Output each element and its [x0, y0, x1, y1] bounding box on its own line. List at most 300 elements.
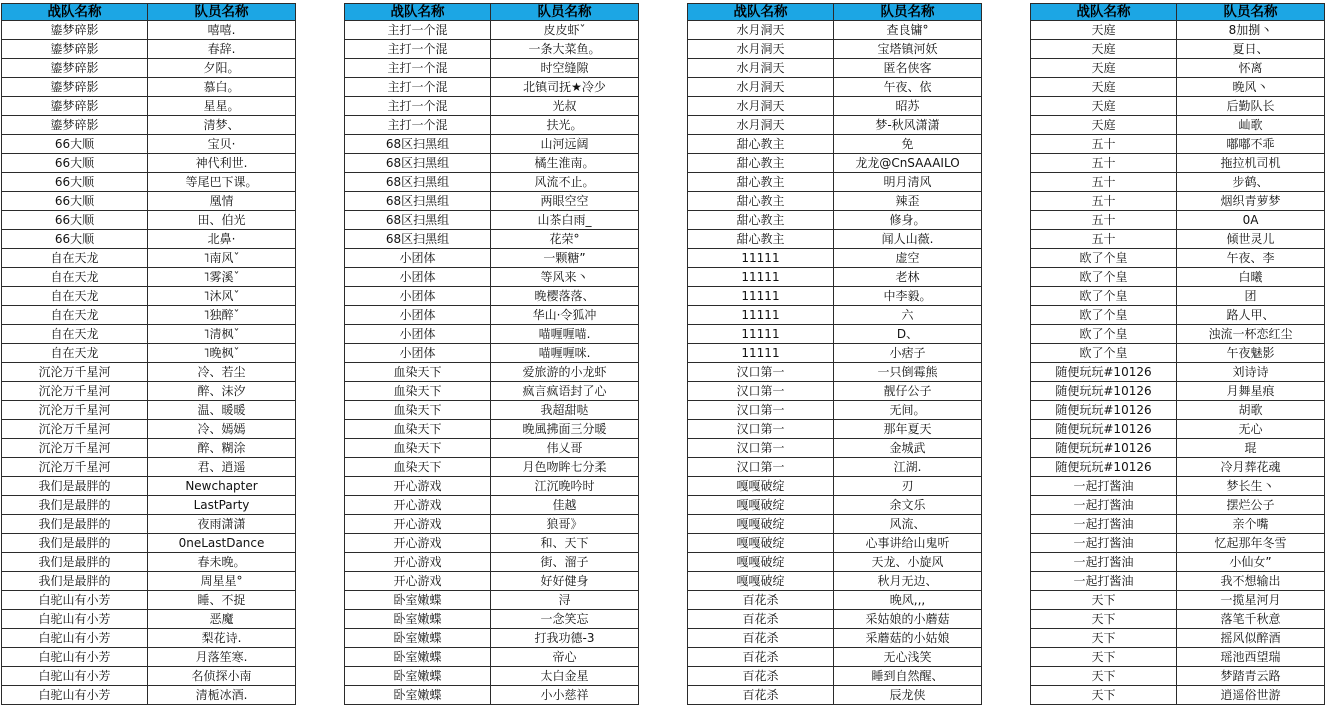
team-name-cell[interactable]: 鎏梦碎影: [2, 59, 148, 78]
team-name-cell[interactable]: 小团体: [345, 268, 491, 287]
team-name-cell[interactable]: 嘎嘎破绽: [688, 534, 834, 553]
member-name-cell[interactable]: 采蘑菇的小姑娘: [834, 629, 982, 648]
member-name-cell[interactable]: 神代利世.: [148, 154, 296, 173]
team-name-cell[interactable]: 鎏梦碎影: [2, 116, 148, 135]
team-name-cell[interactable]: 11111: [688, 325, 834, 344]
member-name-cell[interactable]: 风流、: [834, 515, 982, 534]
team-name-cell[interactable]: 11111: [688, 268, 834, 287]
member-name-cell[interactable]: 刘诗诗: [1177, 363, 1325, 382]
member-name-cell[interactable]: Newchapter: [148, 477, 296, 496]
member-name-cell[interactable]: 山茶白雨_: [491, 211, 639, 230]
team-name-cell[interactable]: 血染天下: [345, 420, 491, 439]
member-name-cell[interactable]: 时空缝隙: [491, 59, 639, 78]
member-name-cell[interactable]: 月舞星痕: [1177, 382, 1325, 401]
member-name-cell[interactable]: 华山·令狐冲: [491, 306, 639, 325]
member-name-cell[interactable]: 夏日、: [1177, 40, 1325, 59]
team-name-cell[interactable]: 百花杀: [688, 591, 834, 610]
team-name-cell[interactable]: 一起打酱油: [1031, 477, 1177, 496]
team-name-cell[interactable]: 鎏梦碎影: [2, 97, 148, 116]
team-name-cell[interactable]: 天庭: [1031, 40, 1177, 59]
team-name-cell[interactable]: 66大顺: [2, 230, 148, 249]
member-name-cell[interactable]: 小痞子: [834, 344, 982, 363]
member-name-cell[interactable]: 0A: [1177, 211, 1325, 230]
member-name-cell[interactable]: 午夜、依: [834, 78, 982, 97]
team-name-cell[interactable]: 天庭: [1031, 78, 1177, 97]
team-name-cell[interactable]: 嘎嘎破绽: [688, 477, 834, 496]
member-name-cell[interactable]: 晚風拂面三分暖: [491, 420, 639, 439]
team-name-cell[interactable]: 甜心教主: [688, 230, 834, 249]
team-name-cell[interactable]: 自在天龙: [2, 249, 148, 268]
team-name-cell[interactable]: 欧了个皇: [1031, 249, 1177, 268]
member-name-cell[interactable]: 梦踏青云路: [1177, 667, 1325, 686]
member-name-cell[interactable]: 疯言疯语封了心: [491, 382, 639, 401]
member-name-cell[interactable]: 浔: [491, 591, 639, 610]
team-name-cell[interactable]: 水月洞天: [688, 78, 834, 97]
team-name-cell[interactable]: 随便玩玩#10126: [1031, 458, 1177, 477]
team-name-cell[interactable]: 主打一个混: [345, 40, 491, 59]
member-name-cell[interactable]: 慕白。: [148, 78, 296, 97]
member-name-cell[interactable]: 龙龙@CnSAAAILO: [834, 154, 982, 173]
member-name-cell[interactable]: 一只倒霉熊: [834, 363, 982, 382]
team-name-cell[interactable]: 五十: [1031, 192, 1177, 211]
member-name-cell[interactable]: 橘生淮南。: [491, 154, 639, 173]
team-name-cell[interactable]: 小团体: [345, 287, 491, 306]
member-name-cell[interactable]: 步鹤、: [1177, 173, 1325, 192]
member-name-cell[interactable]: 太白金星: [491, 667, 639, 686]
member-name-cell[interactable]: 和、天下: [491, 534, 639, 553]
member-name-cell[interactable]: 风流不止。: [491, 173, 639, 192]
team-name-cell[interactable]: 66大顺: [2, 192, 148, 211]
team-name-cell[interactable]: 11111: [688, 249, 834, 268]
team-name-cell[interactable]: 血染天下: [345, 458, 491, 477]
member-name-cell[interactable]: 梨花诗.: [148, 629, 296, 648]
team-name-cell[interactable]: 汉口第一: [688, 363, 834, 382]
team-name-cell[interactable]: 汉口第一: [688, 382, 834, 401]
member-name-cell[interactable]: 昭苏: [834, 97, 982, 116]
table-row: [2, 306, 296, 325]
team-name-cell[interactable]: 甜心教主: [688, 154, 834, 173]
member-name-header[interactable]: 队员名称: [834, 4, 982, 21]
team-name-cell[interactable]: 11111: [688, 344, 834, 363]
member-name-cell[interactable]: 小仙女”: [1177, 553, 1325, 572]
team-name-cell[interactable]: 血染天下: [345, 401, 491, 420]
team-name-cell[interactable]: 白驼山有小芳: [2, 591, 148, 610]
team-name-cell[interactable]: 百花杀: [688, 686, 834, 705]
member-name-cell[interactable]: 光叔: [491, 97, 639, 116]
team-name-cell[interactable]: 卧室嫩蝶: [345, 686, 491, 705]
member-name-cell[interactable]: 无心: [1177, 420, 1325, 439]
member-name-cell[interactable]: 六: [834, 306, 982, 325]
team-name-cell[interactable]: 血染天下: [345, 363, 491, 382]
member-name-cell[interactable]: 梦-秋风潇潇: [834, 116, 982, 135]
member-name-cell[interactable]: 晚樱落落、: [491, 287, 639, 306]
member-name-cell[interactable]: 凰情: [148, 192, 296, 211]
team-name-cell[interactable]: 欧了个皇: [1031, 344, 1177, 363]
team-name-cell[interactable]: 主打一个混: [345, 97, 491, 116]
team-name-cell[interactable]: 11111: [688, 287, 834, 306]
team-name-cell[interactable]: 五十: [1031, 173, 1177, 192]
team-name-cell[interactable]: 天庭: [1031, 59, 1177, 78]
team-name-cell[interactable]: 一起打酱油: [1031, 553, 1177, 572]
member-name-cell[interactable]: 明月清风: [834, 173, 982, 192]
member-name-cell[interactable]: 路人甲、: [1177, 306, 1325, 325]
team-name-cell[interactable]: 水月洞天: [688, 21, 834, 40]
member-name-cell[interactable]: 冷、嫣嫣: [148, 420, 296, 439]
member-name-cell[interactable]: 8加捌丶: [1177, 21, 1325, 40]
team-name-cell[interactable]: 血染天下: [345, 382, 491, 401]
member-name-cell[interactable]: LastParty: [148, 496, 296, 515]
member-name-cell[interactable]: 佳越: [491, 496, 639, 515]
team-name-cell[interactable]: 天庭: [1031, 21, 1177, 40]
team-name-cell[interactable]: 随便玩玩#10126: [1031, 363, 1177, 382]
team-name-cell[interactable]: 自在天龙: [2, 287, 148, 306]
team-name-cell[interactable]: 小团体: [345, 249, 491, 268]
team-name-cell[interactable]: 小团体: [345, 325, 491, 344]
member-name-cell[interactable]: 闻人山薇.: [834, 230, 982, 249]
member-name-cell[interactable]: 等风来丶: [491, 268, 639, 287]
table-row: [345, 306, 639, 325]
member-name-cell[interactable]: 无间。: [834, 401, 982, 420]
member-name-cell[interactable]: 落笔千秋意: [1177, 610, 1325, 629]
member-name-cell[interactable]: 伟乂哥: [491, 439, 639, 458]
member-name-cell[interactable]: ˥南风ˇ: [148, 249, 296, 268]
member-name-cell[interactable]: 逍遥俗世游: [1177, 686, 1325, 705]
member-name-cell[interactable]: 打我功德-3: [491, 629, 639, 648]
member-name-cell[interactable]: 宝贝·: [148, 135, 296, 154]
member-name-cell[interactable]: 周星星°: [148, 572, 296, 591]
team-name-cell[interactable]: 卧室嫩蝶: [345, 648, 491, 667]
team-name-cell[interactable]: 我们是最胖的: [2, 553, 148, 572]
team-name-cell[interactable]: 嘎嘎破绽: [688, 553, 834, 572]
member-name-cell[interactable]: 辰龙侠: [834, 686, 982, 705]
team-name-cell[interactable]: 开心游戏: [345, 553, 491, 572]
member-name-cell[interactable]: 白曦: [1177, 268, 1325, 287]
team-name-cell[interactable]: 水月洞天: [688, 116, 834, 135]
member-name-cell[interactable]: 午夜魅影: [1177, 344, 1325, 363]
member-name-header[interactable]: 队员名称: [148, 4, 296, 21]
member-name-cell[interactable]: 两眼空空: [491, 192, 639, 211]
member-name-cell[interactable]: 无心浅笑: [834, 648, 982, 667]
team-name-cell[interactable]: 68区扫黑组: [345, 230, 491, 249]
team-name-cell[interactable]: 随便玩玩#10126: [1031, 420, 1177, 439]
team-name-cell[interactable]: 汉口第一: [688, 420, 834, 439]
member-name-cell[interactable]: 夜雨潇潇: [148, 515, 296, 534]
team-name-cell[interactable]: 沉沦万千星河: [2, 363, 148, 382]
team-name-cell[interactable]: 66大顺: [2, 211, 148, 230]
member-name-cell[interactable]: 等尾巴下课。: [148, 173, 296, 192]
member-name-cell[interactable]: 嘻嘻.: [148, 21, 296, 40]
team-name-cell[interactable]: 自在天龙: [2, 306, 148, 325]
team-name-cell[interactable]: 血染天下: [345, 439, 491, 458]
team-name-cell[interactable]: 五十: [1031, 135, 1177, 154]
team-name-cell[interactable]: 欧了个皇: [1031, 306, 1177, 325]
team-name-cell[interactable]: 66大顺: [2, 154, 148, 173]
team-name-cell[interactable]: 汉口第一: [688, 401, 834, 420]
member-name-cell[interactable]: ˥沐风ˇ: [148, 287, 296, 306]
member-name-cell[interactable]: 匿名侠客: [834, 59, 982, 78]
member-name-cell[interactable]: 亲个嘴: [1177, 515, 1325, 534]
team-name-cell[interactable]: 主打一个混: [345, 116, 491, 135]
team-name-cell[interactable]: 白驼山有小芳: [2, 629, 148, 648]
team-name-cell[interactable]: 汉口第一: [688, 458, 834, 477]
team-name-cell[interactable]: 自在天龙: [2, 344, 148, 363]
member-name-cell[interactable]: 余文乐: [834, 496, 982, 515]
team-name-cell[interactable]: 66大顺: [2, 135, 148, 154]
member-name-cell[interactable]: 摇风似醉酒: [1177, 629, 1325, 648]
team-name-cell[interactable]: 五十: [1031, 230, 1177, 249]
team-name-cell[interactable]: 沉沦万千星河: [2, 420, 148, 439]
team-name-cell[interactable]: 开心游戏: [345, 496, 491, 515]
member-name-cell[interactable]: 浊流一杯恋红尘: [1177, 325, 1325, 344]
team-name-cell[interactable]: 天下: [1031, 610, 1177, 629]
member-name-cell[interactable]: 清栀冰酒.: [148, 686, 296, 705]
member-name-cell[interactable]: 刃: [834, 477, 982, 496]
team-name-cell[interactable]: 一起打酱油: [1031, 534, 1177, 553]
team-name-cell[interactable]: 随便玩玩#10126: [1031, 382, 1177, 401]
member-name-cell[interactable]: 我不想输出: [1177, 572, 1325, 591]
member-name-cell[interactable]: 我超甜哒: [491, 401, 639, 420]
member-name-cell[interactable]: 那年夏天: [834, 420, 982, 439]
member-name-cell[interactable]: 醉、糊涂: [148, 439, 296, 458]
member-name-cell[interactable]: 君、逍遥: [148, 458, 296, 477]
team-name-cell[interactable]: 主打一个混: [345, 21, 491, 40]
team-name-header[interactable]: 战队名称: [688, 4, 834, 21]
team-name-cell[interactable]: 五十: [1031, 154, 1177, 173]
team-name-cell[interactable]: 百花杀: [688, 629, 834, 648]
team-name-cell[interactable]: 小团体: [345, 306, 491, 325]
member-name-cell[interactable]: 免: [834, 135, 982, 154]
member-name-cell[interactable]: 温、暖暖: [148, 401, 296, 420]
member-name-cell[interactable]: 虚空: [834, 249, 982, 268]
member-name-cell[interactable]: 琨: [1177, 439, 1325, 458]
member-name-cell[interactable]: 晚风,,,: [834, 591, 982, 610]
team-name-cell[interactable]: 甜心教主: [688, 192, 834, 211]
team-name-cell[interactable]: 甜心教主: [688, 173, 834, 192]
team-name-cell[interactable]: 主打一个混: [345, 78, 491, 97]
team-name-cell[interactable]: 一起打酱油: [1031, 496, 1177, 515]
member-name-cell[interactable]: 一颗糖”: [491, 249, 639, 268]
team-name-cell[interactable]: 天庭: [1031, 97, 1177, 116]
team-name-cell[interactable]: 68区扫黑组: [345, 154, 491, 173]
team-name-header[interactable]: 战队名称: [1031, 4, 1177, 21]
member-name-cell[interactable]: 春未晚。: [148, 553, 296, 572]
member-name-cell[interactable]: 后勤队长: [1177, 97, 1325, 116]
member-name-cell[interactable]: ˥清枫ˇ: [148, 325, 296, 344]
member-name-cell[interactable]: 0neLastDance: [148, 534, 296, 553]
member-name-cell[interactable]: 梦长生丶: [1177, 477, 1325, 496]
table-row: [1031, 515, 1325, 534]
team-name-cell[interactable]: 一起打酱油: [1031, 515, 1177, 534]
team-name-cell[interactable]: 沉沦万千星河: [2, 439, 148, 458]
team-name-cell[interactable]: 开心游戏: [345, 534, 491, 553]
team-name-cell[interactable]: 我们是最胖的: [2, 572, 148, 591]
team-name-cell[interactable]: 白驼山有小芳: [2, 667, 148, 686]
member-name-cell[interactable]: 修身。: [834, 211, 982, 230]
member-name-cell[interactable]: 街、溜子: [491, 553, 639, 572]
team-name-cell[interactable]: 卧室嫩蝶: [345, 667, 491, 686]
team-name-cell[interactable]: 白驼山有小芳: [2, 686, 148, 705]
team-name-cell[interactable]: 68区扫黑组: [345, 135, 491, 154]
team-name-cell[interactable]: 鎏梦碎影: [2, 21, 148, 40]
member-name-cell[interactable]: 靓仔公子: [834, 382, 982, 401]
member-name-cell[interactable]: 金城武: [834, 439, 982, 458]
member-name-cell[interactable]: 冷月葬花魂: [1177, 458, 1325, 477]
team-name-cell[interactable]: 开心游戏: [345, 572, 491, 591]
member-name-cell[interactable]: ˥晚枫ˇ: [148, 344, 296, 363]
team-name-cell[interactable]: 天下: [1031, 648, 1177, 667]
team-name-cell[interactable]: 嘎嘎破绽: [688, 496, 834, 515]
team-name-cell[interactable]: 68区扫黑组: [345, 173, 491, 192]
team-name-cell[interactable]: 欧了个皇: [1031, 287, 1177, 306]
member-name-cell[interactable]: 一条大菜鱼。: [491, 40, 639, 59]
member-name-cell[interactable]: 忆起那年冬雪: [1177, 534, 1325, 553]
member-name-cell[interactable]: 好好健身: [491, 572, 639, 591]
team-name-cell[interactable]: 百花杀: [688, 667, 834, 686]
team-name-cell[interactable]: 天下: [1031, 686, 1177, 705]
team-name-header[interactable]: 战队名称: [345, 4, 491, 21]
team-name-cell[interactable]: 我们是最胖的: [2, 534, 148, 553]
member-name-cell[interactable]: 北鼻·: [148, 230, 296, 249]
member-name-cell[interactable]: 屾歌: [1177, 116, 1325, 135]
member-name-cell[interactable]: 团: [1177, 287, 1325, 306]
member-name-cell[interactable]: 辣歪: [834, 192, 982, 211]
member-name-header[interactable]: 队员名称: [491, 4, 639, 21]
team-name-cell[interactable]: 68区扫黑组: [345, 192, 491, 211]
member-name-cell[interactable]: 江沉晚吟时: [491, 477, 639, 496]
member-name-cell[interactable]: 皮皮虾ˇ: [491, 21, 639, 40]
team-name-cell[interactable]: 我们是最胖的: [2, 515, 148, 534]
team-name-cell[interactable]: 白驼山有小芳: [2, 610, 148, 629]
member-name-cell[interactable]: 摆烂公子: [1177, 496, 1325, 515]
member-name-cell[interactable]: 月落笙寒.: [148, 648, 296, 667]
member-name-cell[interactable]: 秋月无边、: [834, 572, 982, 591]
member-name-cell[interactable]: 星星。: [148, 97, 296, 116]
member-name-cell[interactable]: 小小慈祥: [491, 686, 639, 705]
member-name-cell[interactable]: 天龙、小旋风: [834, 553, 982, 572]
team-name-cell[interactable]: 卧室嫩蝶: [345, 629, 491, 648]
team-name-cell[interactable]: 五十: [1031, 211, 1177, 230]
team-name-cell[interactable]: 卧室嫩蝶: [345, 591, 491, 610]
team-name-cell[interactable]: 自在天龙: [2, 325, 148, 344]
member-name-cell[interactable]: 中李毅。: [834, 287, 982, 306]
team-name-cell[interactable]: 嘎嘎破绽: [688, 572, 834, 591]
member-name-cell[interactable]: 倾世灵儿: [1177, 230, 1325, 249]
member-name-cell[interactable]: 晚风丶: [1177, 78, 1325, 97]
team-name-cell[interactable]: 我们是最胖的: [2, 496, 148, 515]
member-name-cell[interactable]: 睡到自然醒、: [834, 667, 982, 686]
team-name-cell[interactable]: 11111: [688, 306, 834, 325]
team-name-cell[interactable]: 天下: [1031, 591, 1177, 610]
team-name-cell[interactable]: 沉沦万千星河: [2, 382, 148, 401]
team-name-cell[interactable]: 鎏梦碎影: [2, 40, 148, 59]
team-name-cell[interactable]: 小团体: [345, 344, 491, 363]
team-name-cell[interactable]: 百花杀: [688, 610, 834, 629]
team-name-cell[interactable]: 白驼山有小芳: [2, 648, 148, 667]
team-name-cell[interactable]: 百花杀: [688, 648, 834, 667]
member-name-cell[interactable]: 老林: [834, 268, 982, 287]
member-name-cell[interactable]: 胡歌: [1177, 401, 1325, 420]
team-name-cell[interactable]: 开心游戏: [345, 515, 491, 534]
team-name-cell[interactable]: 甜心教主: [688, 135, 834, 154]
member-name-cell[interactable]: 怀离: [1177, 59, 1325, 78]
team-name-cell[interactable]: 天庭: [1031, 116, 1177, 135]
member-name-cell[interactable]: 查良镛°: [834, 21, 982, 40]
team-name-cell[interactable]: 水月洞天: [688, 97, 834, 116]
member-name-cell[interactable]: 恶魔: [148, 610, 296, 629]
member-name-cell[interactable]: 喵喱喱咪.: [491, 344, 639, 363]
table-row: [1031, 268, 1325, 287]
member-name-cell[interactable]: 花荣°: [491, 230, 639, 249]
member-name-cell[interactable]: 田、伯光: [148, 211, 296, 230]
team-name-cell[interactable]: 随便玩玩#10126: [1031, 439, 1177, 458]
team-name-cell[interactable]: 主打一个混: [345, 59, 491, 78]
team-name-cell[interactable]: 沉沦万千星河: [2, 458, 148, 477]
member-name-cell[interactable]: 山河远阔: [491, 135, 639, 154]
member-name-cell[interactable]: 爱旅游的小龙虾: [491, 363, 639, 382]
team-name-cell[interactable]: 欧了个皇: [1031, 325, 1177, 344]
member-name-cell[interactable]: 烟织青萝梦: [1177, 192, 1325, 211]
team-name-cell[interactable]: 天下: [1031, 629, 1177, 648]
member-name-cell[interactable]: 一揽星河月: [1177, 591, 1325, 610]
team-name-cell[interactable]: 随便玩玩#10126: [1031, 401, 1177, 420]
team-name-cell[interactable]: 68区扫黑组: [345, 211, 491, 230]
member-name-cell[interactable]: 午夜、李: [1177, 249, 1325, 268]
member-name-cell[interactable]: 春辞.: [148, 40, 296, 59]
team-name-cell[interactable]: 水月洞天: [688, 59, 834, 78]
member-name-cell[interactable]: 拖拉机司机: [1177, 154, 1325, 173]
team-name-cell[interactable]: 天下: [1031, 667, 1177, 686]
team-name-header[interactable]: 战队名称: [2, 4, 148, 21]
team-name-cell[interactable]: 沉沦万千星河: [2, 401, 148, 420]
member-name-cell[interactable]: 名侦探小南: [148, 667, 296, 686]
member-name-cell[interactable]: 喵喱喱喵.: [491, 325, 639, 344]
member-name-cell[interactable]: 北镇司抚★冷少: [491, 78, 639, 97]
team-name-cell[interactable]: 开心游戏: [345, 477, 491, 496]
team-name-cell[interactable]: 66大顺: [2, 173, 148, 192]
member-name-cell[interactable]: 扶光。: [491, 116, 639, 135]
member-name-cell[interactable]: 宝塔镇河妖: [834, 40, 982, 59]
member-name-cell[interactable]: 夕阳。: [148, 59, 296, 78]
member-name-cell[interactable]: 江湖.: [834, 458, 982, 477]
team-name-cell[interactable]: 水月洞天: [688, 40, 834, 59]
member-name-cell[interactable]: 瑶池西望瑞: [1177, 648, 1325, 667]
team-name-cell[interactable]: 甜心教主: [688, 211, 834, 230]
team-name-cell[interactable]: 鎏梦碎影: [2, 78, 148, 97]
member-name-cell[interactable]: 采姑娘的小蘑菇: [834, 610, 982, 629]
member-name-cell[interactable]: 清梦、: [148, 116, 296, 135]
team-name-cell[interactable]: 自在天龙: [2, 268, 148, 287]
member-name-cell[interactable]: 冷、若尘: [148, 363, 296, 382]
member-name-cell[interactable]: D、: [834, 325, 982, 344]
member-name-cell[interactable]: 睡、不捉: [148, 591, 296, 610]
team-name-cell[interactable]: 我们是最胖的: [2, 477, 148, 496]
member-name-cell[interactable]: 狼哥》: [491, 515, 639, 534]
member-name-cell[interactable]: 嘟嘟不乖: [1177, 135, 1325, 154]
member-name-cell[interactable]: 帝心: [491, 648, 639, 667]
member-name-cell[interactable]: 月色吻眸七分柔: [491, 458, 639, 477]
team-name-cell[interactable]: 嘎嘎破绽: [688, 515, 834, 534]
team-name-cell[interactable]: 欧了个皇: [1031, 268, 1177, 287]
member-name-header[interactable]: 队员名称: [1177, 4, 1325, 21]
team-name-cell[interactable]: 汉口第一: [688, 439, 834, 458]
member-name-cell[interactable]: ˥雾溪ˇ: [148, 268, 296, 287]
team-name-cell[interactable]: 卧室嫩蝶: [345, 610, 491, 629]
member-name-cell[interactable]: ˥独醉ˇ: [148, 306, 296, 325]
member-name-cell[interactable]: 一念笑忘: [491, 610, 639, 629]
team-name-cell[interactable]: 一起打酱油: [1031, 572, 1177, 591]
member-name-cell[interactable]: 心事讲给山鬼听: [834, 534, 982, 553]
member-name-cell[interactable]: 醉、沫汐: [148, 382, 296, 401]
